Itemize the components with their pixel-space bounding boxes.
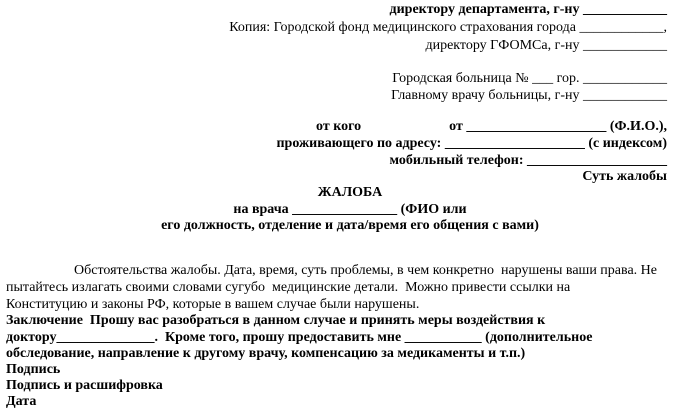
header-chief-doctor-line: Главному врачу больницы, г-ну ____________ — [391, 88, 667, 103]
document-title: ЖАЛОБА — [317, 185, 383, 200]
sender-from-label: от кого — [316, 119, 362, 134]
complaint-doctor-details-line: его должность, отделение и дата/время его общения с вами) — [161, 218, 539, 233]
sender-phone-line: мобильный телефон: ____________________ — [389, 153, 667, 168]
conclusion-line-3: обследование, направление к другому врачу, компенсацию за медикаменты и т.п.) — [6, 346, 526, 361]
header-director-line: директору департамента, г-ну ____________ — [389, 2, 667, 17]
sender-name-line: от ____________________ (Ф.И.О.), — [449, 119, 667, 134]
conclusion-line-2: доктору______________. Кроме того, прошу предоставить мне ___________ (дополнительное — [6, 330, 593, 345]
signature-label: Подпись — [6, 362, 61, 377]
date-label: Дата — [6, 394, 37, 409]
body-paragraph-line-1: Обстоятельства жалобы. Дата, время, суть проблемы, в чем конкретно нарушены ваши права. Не — [74, 263, 657, 278]
sender-address-line: проживающего по адресу: ____________________ (с индексом) — [276, 136, 667, 151]
header-copy-line: Копия: Городской фонд медицинского страхования города ____________, — [229, 20, 667, 35]
complaint-doctor-line: на врача _______________ (ФИО или — [233, 202, 467, 217]
signature-full-label: Подпись и расшифровка — [6, 378, 163, 393]
body-paragraph-line-2: пытайтесь излагать своими словами сугубо медицинские детали. Можно привести ссылки на — [6, 280, 571, 295]
complaint-essence-label: Суть жалобы — [582, 169, 667, 184]
header-gfoms-director-line: директору ГФОМСа, г-ну ____________ — [425, 38, 667, 53]
header-hospital-line: Городская больница № ___ гор. ____________ — [392, 71, 667, 86]
body-paragraph-line-3: Конституцию и законы РФ, которые в вашем случае были нарушены. — [6, 297, 420, 312]
conclusion-line-1: Заключение Прошу вас разобраться в данном случае и принять меры воздействия к — [6, 313, 546, 328]
